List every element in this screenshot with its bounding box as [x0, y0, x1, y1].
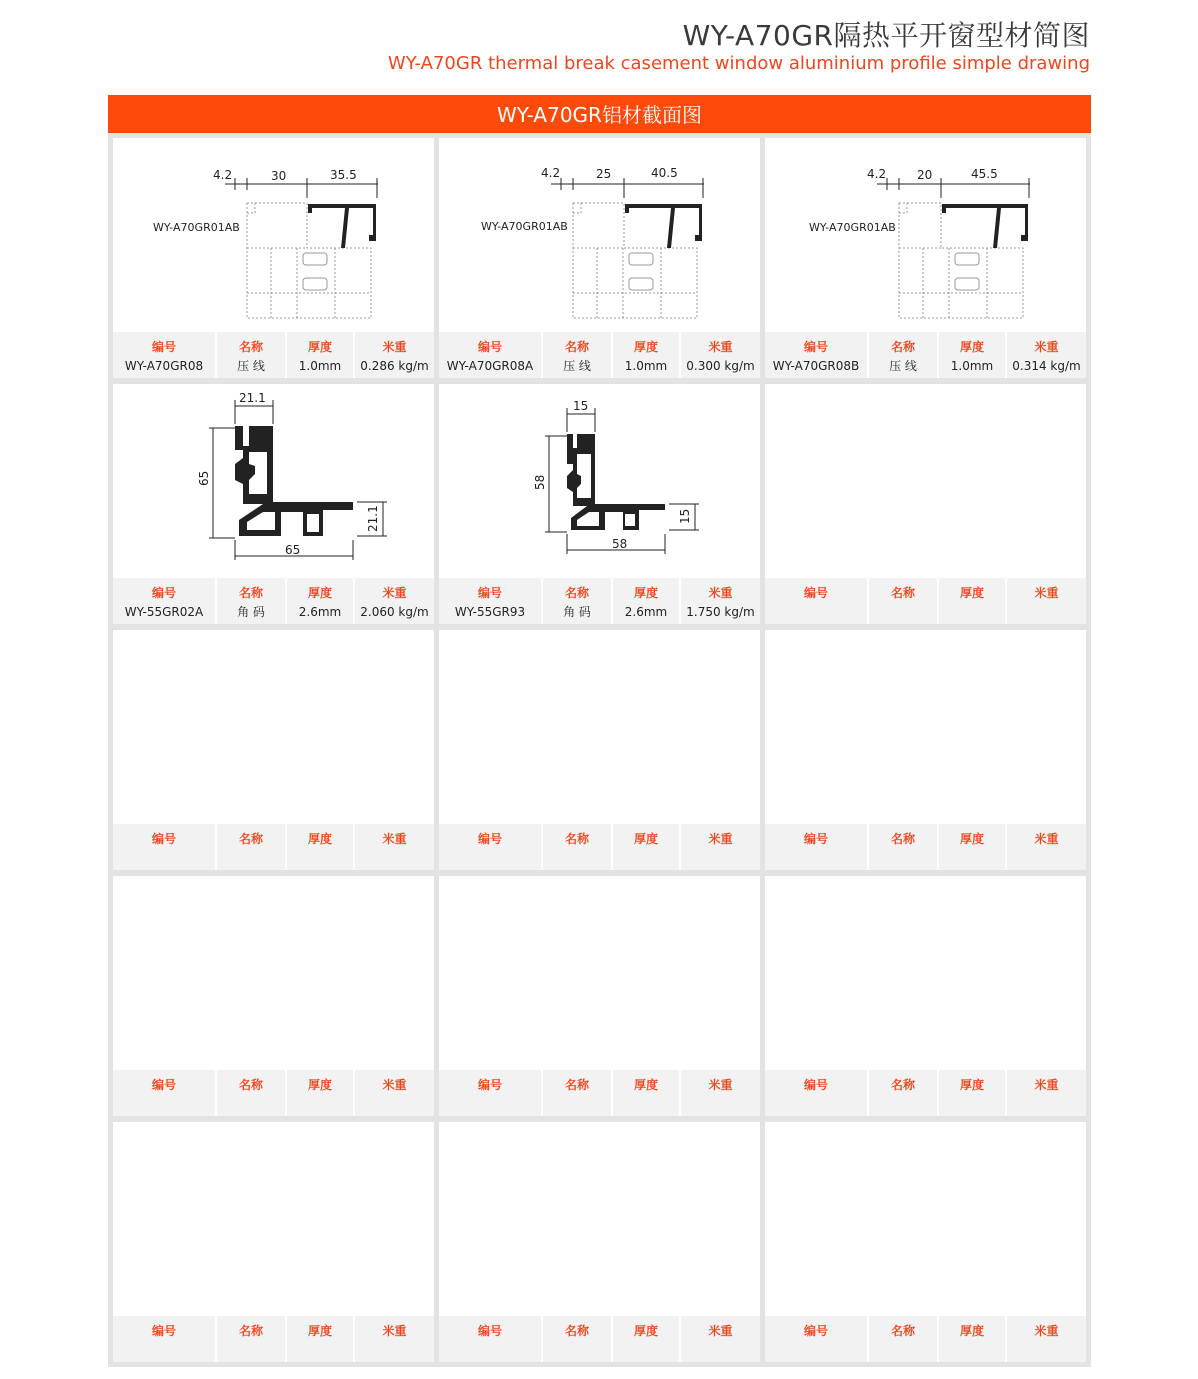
section-banner: WY-A70GR铝材截面图 — [108, 95, 1091, 133]
thickness-label: 厚度 — [307, 1078, 332, 1092]
dim-label: 65 — [285, 543, 301, 557]
dim-label: 35.5 — [330, 168, 357, 182]
code-value — [113, 1096, 215, 1112]
name-label: 名称 — [564, 1324, 589, 1338]
name-value: 压 线 — [563, 359, 591, 373]
dim-label: 4.2 — [213, 168, 233, 182]
name-column — [869, 1316, 937, 1362]
name-label: 名称 — [890, 1324, 915, 1338]
weight-label: 米重 — [382, 340, 407, 354]
profile-cell — [765, 630, 1086, 870]
code-label: 编号 — [151, 1078, 176, 1092]
code-column — [439, 578, 541, 624]
code-column — [113, 578, 215, 624]
code-value — [113, 850, 215, 866]
weight-value — [1007, 1096, 1086, 1112]
thickness-label: 厚度 — [307, 586, 332, 600]
code-value: WY-A70GR08A — [446, 359, 534, 373]
profile-info — [113, 824, 434, 870]
profile-cell — [113, 876, 434, 1116]
thickness-label: 厚度 — [307, 340, 332, 354]
thickness-column — [939, 332, 1005, 378]
name-label: 名称 — [238, 1324, 263, 1338]
profile-info — [765, 824, 1086, 870]
profile-cell — [765, 876, 1086, 1116]
weight-value — [681, 1096, 760, 1112]
thickness-label: 厚度 — [633, 340, 658, 354]
code-column — [765, 1070, 867, 1116]
thickness-value: 2.6mm — [624, 605, 668, 619]
name-column — [217, 578, 285, 624]
code-label: 编号 — [151, 1324, 176, 1338]
name-value — [217, 1342, 285, 1358]
name-column — [543, 578, 611, 624]
thickness-label: 厚度 — [633, 1078, 658, 1092]
thickness-value — [613, 850, 679, 866]
profile-grid — [108, 133, 1091, 1367]
profile-info — [439, 824, 760, 870]
code-label: 编号 — [803, 340, 828, 354]
dim-label: 4.2 — [541, 166, 561, 180]
weight-label: 米重 — [708, 832, 733, 846]
code-label: 编号 — [477, 1324, 502, 1338]
thickness-label: 厚度 — [959, 1078, 984, 1092]
weight-value — [681, 850, 760, 866]
name-label: 名称 — [890, 1078, 915, 1092]
profile-info — [113, 1316, 434, 1362]
profile-cell — [765, 138, 1086, 378]
profile-info — [439, 332, 760, 378]
dim-label: 15 — [678, 508, 692, 524]
profile-cell — [113, 384, 434, 624]
thickness-column — [287, 824, 353, 870]
weight-value: 0.286 kg/m — [360, 359, 429, 373]
name-label: 名称 — [238, 832, 263, 846]
weight-label: 米重 — [708, 1078, 733, 1092]
thickness-value — [287, 1342, 353, 1358]
code-column — [439, 332, 541, 378]
weight-label: 米重 — [1034, 586, 1059, 600]
code-label: 编号 — [477, 1078, 502, 1092]
code-label: 编号 — [477, 340, 502, 354]
name-label: 名称 — [238, 340, 263, 354]
weight-label: 米重 — [708, 586, 733, 600]
code-value: WY-A70GR08 — [124, 359, 204, 373]
profile-cell — [113, 630, 434, 870]
name-value — [217, 850, 285, 866]
code-value — [765, 850, 867, 866]
name-label: 名称 — [564, 1078, 589, 1092]
name-label: 名称 — [238, 1078, 263, 1092]
profile-drawing — [765, 138, 1086, 332]
dim-label: 20 — [917, 168, 933, 182]
thickness-value — [939, 1342, 1005, 1358]
weight-value — [1007, 604, 1086, 620]
thickness-column — [939, 578, 1005, 624]
dim-label: 45.5 — [971, 167, 998, 181]
code-label: 编号 — [151, 832, 176, 846]
code-column — [439, 824, 541, 870]
name-value: 角 码 — [563, 605, 591, 619]
name-column — [543, 1316, 611, 1362]
thickness-column — [287, 578, 353, 624]
code-value: WY-55GR93 — [454, 605, 526, 619]
weight-value: 2.060 kg/m — [360, 605, 429, 619]
name-value — [543, 1096, 611, 1112]
code-label: 编号 — [803, 1324, 828, 1338]
weight-label: 米重 — [1034, 1324, 1059, 1338]
name-value: 角 码 — [237, 605, 265, 619]
name-label: 名称 — [238, 586, 263, 600]
name-column — [217, 1070, 285, 1116]
thickness-value: 1.0mm — [624, 359, 668, 373]
weight-column — [355, 578, 434, 624]
code-column — [439, 1070, 541, 1116]
profile-info — [439, 1070, 760, 1116]
drawing-code-label: WY-A70GR01AB — [153, 221, 240, 234]
profile-cell — [439, 138, 760, 378]
code-column — [439, 1316, 541, 1362]
page-title: WY-A70GR隔热平开窗型材简图 — [682, 19, 1090, 52]
profile-cell — [113, 1122, 434, 1362]
weight-column — [355, 332, 434, 378]
weight-value — [681, 1342, 760, 1358]
name-value — [869, 604, 937, 620]
weight-value — [355, 1342, 434, 1358]
name-label: 名称 — [890, 340, 915, 354]
dim-label: 21.1 — [239, 391, 266, 405]
profile-info — [765, 332, 1086, 378]
thickness-value — [287, 850, 353, 866]
name-column — [217, 332, 285, 378]
code-value — [439, 1342, 541, 1358]
name-label: 名称 — [564, 832, 589, 846]
weight-label: 米重 — [708, 340, 733, 354]
weight-value: 0.300 kg/m — [686, 359, 755, 373]
thickness-value — [287, 1096, 353, 1112]
dim-label: 58 — [533, 474, 547, 490]
thickness-value — [613, 1342, 679, 1358]
weight-value — [1007, 1342, 1086, 1358]
thickness-value: 1.0mm — [298, 359, 342, 373]
profile-cell — [439, 384, 760, 624]
thickness-label: 厚度 — [959, 340, 984, 354]
profile-info — [113, 578, 434, 624]
name-value — [869, 1096, 937, 1112]
dim-label: 15 — [573, 399, 589, 413]
weight-label: 米重 — [1034, 832, 1059, 846]
dim-label: 58 — [612, 537, 628, 551]
thickness-label: 厚度 — [633, 586, 658, 600]
code-value: WY-55GR02A — [124, 605, 204, 619]
name-column — [869, 1070, 937, 1116]
weight-column — [355, 1316, 434, 1362]
code-column — [765, 1316, 867, 1362]
profile-cell — [439, 630, 760, 870]
thickness-label: 厚度 — [959, 1324, 984, 1338]
code-value: WY-A70GR08B — [772, 359, 860, 373]
code-value — [439, 850, 541, 866]
code-label: 编号 — [151, 586, 176, 600]
weight-column — [1007, 578, 1086, 624]
thickness-column — [287, 1070, 353, 1116]
code-value — [765, 1342, 867, 1358]
code-column — [113, 1316, 215, 1362]
weight-value — [355, 850, 434, 866]
name-column — [543, 1070, 611, 1116]
thickness-label: 厚度 — [633, 832, 658, 846]
profile-info — [765, 578, 1086, 624]
thickness-column — [613, 332, 679, 378]
weight-label: 米重 — [1034, 340, 1059, 354]
weight-value: 0.314 kg/m — [1012, 359, 1081, 373]
drawing-code-label: WY-A70GR01AB — [481, 220, 568, 233]
weight-column — [1007, 1070, 1086, 1116]
weight-column — [355, 824, 434, 870]
profile-info — [765, 1316, 1086, 1362]
name-value: 压 线 — [889, 359, 917, 373]
thickness-column — [939, 824, 1005, 870]
code-column — [113, 824, 215, 870]
dim-label: 25 — [596, 167, 612, 181]
page-subtitle: WY-A70GR thermal break casement window aluminium profile simple drawing — [387, 53, 1090, 74]
code-column — [765, 332, 867, 378]
name-value — [543, 1342, 611, 1358]
thickness-column — [613, 1070, 679, 1116]
thickness-column — [613, 578, 679, 624]
dim-label: 40.5 — [651, 166, 678, 180]
drawing-code-label: WY-A70GR01AB — [809, 221, 896, 234]
profile-cell — [765, 1122, 1086, 1362]
code-value — [765, 604, 867, 620]
name-column — [869, 578, 937, 624]
name-column — [869, 332, 937, 378]
code-label: 编号 — [803, 586, 828, 600]
profile-info — [439, 578, 760, 624]
profile-drawing — [439, 384, 760, 578]
dim-label: 30 — [271, 169, 287, 183]
weight-label: 米重 — [382, 586, 407, 600]
profile-cell — [439, 1122, 760, 1362]
weight-label: 米重 — [1034, 1078, 1059, 1092]
name-column — [217, 824, 285, 870]
thickness-column — [287, 332, 353, 378]
code-label: 编号 — [803, 1078, 828, 1092]
dim-label: 21.1 — [366, 505, 380, 532]
weight-column — [355, 1070, 434, 1116]
dim-label: 65 — [197, 470, 211, 486]
profile-info — [439, 1316, 760, 1362]
name-label: 名称 — [564, 340, 589, 354]
code-value — [439, 1096, 541, 1112]
thickness-label: 厚度 — [307, 832, 332, 846]
weight-column — [681, 824, 760, 870]
weight-value: 1.750 kg/m — [686, 605, 755, 619]
name-column — [217, 1316, 285, 1362]
code-column — [113, 332, 215, 378]
profile-cell — [765, 384, 1086, 624]
name-label: 名称 — [890, 586, 915, 600]
profile-cell — [439, 876, 760, 1116]
code-column — [765, 578, 867, 624]
code-value — [113, 1342, 215, 1358]
name-value: 压 线 — [237, 359, 265, 373]
thickness-value — [613, 1096, 679, 1112]
name-value — [543, 850, 611, 866]
name-value — [869, 850, 937, 866]
thickness-value — [939, 1096, 1005, 1112]
weight-column — [1007, 824, 1086, 870]
name-label: 名称 — [564, 586, 589, 600]
code-label: 编号 — [803, 832, 828, 846]
name-value — [869, 1342, 937, 1358]
thickness-value: 1.0mm — [950, 359, 994, 373]
profile-info — [113, 332, 434, 378]
name-column — [869, 824, 937, 870]
weight-label: 米重 — [382, 1078, 407, 1092]
profile-info — [113, 1070, 434, 1116]
profile-drawing — [439, 138, 760, 332]
thickness-value — [939, 604, 1005, 620]
thickness-label: 厚度 — [633, 1324, 658, 1338]
weight-column — [681, 332, 760, 378]
thickness-label: 厚度 — [959, 832, 984, 846]
weight-label: 米重 — [382, 1324, 407, 1338]
weight-column — [681, 1070, 760, 1116]
weight-value — [355, 1096, 434, 1112]
name-label: 名称 — [890, 832, 915, 846]
code-label: 编号 — [477, 832, 502, 846]
thickness-label: 厚度 — [959, 586, 984, 600]
thickness-value: 2.6mm — [298, 605, 342, 619]
weight-column — [1007, 332, 1086, 378]
thickness-column — [613, 1316, 679, 1362]
weight-column — [1007, 1316, 1086, 1362]
name-column — [543, 332, 611, 378]
name-column — [543, 824, 611, 870]
thickness-label: 厚度 — [307, 1324, 332, 1338]
thickness-value — [939, 850, 1005, 866]
code-column — [113, 1070, 215, 1116]
code-label: 编号 — [151, 340, 176, 354]
code-label: 编号 — [477, 586, 502, 600]
dim-label: 4.2 — [867, 167, 887, 181]
code-column — [765, 824, 867, 870]
weight-column — [681, 1316, 760, 1362]
profile-drawing — [113, 384, 434, 578]
thickness-column — [287, 1316, 353, 1362]
profile-cell — [113, 138, 434, 378]
weight-column — [681, 578, 760, 624]
weight-value — [1007, 850, 1086, 866]
thickness-column — [939, 1070, 1005, 1116]
weight-label: 米重 — [708, 1324, 733, 1338]
profile-drawing — [113, 138, 434, 332]
weight-label: 米重 — [382, 832, 407, 846]
thickness-column — [939, 1316, 1005, 1362]
profile-info — [765, 1070, 1086, 1116]
thickness-column — [613, 824, 679, 870]
name-value — [217, 1096, 285, 1112]
code-value — [765, 1096, 867, 1112]
